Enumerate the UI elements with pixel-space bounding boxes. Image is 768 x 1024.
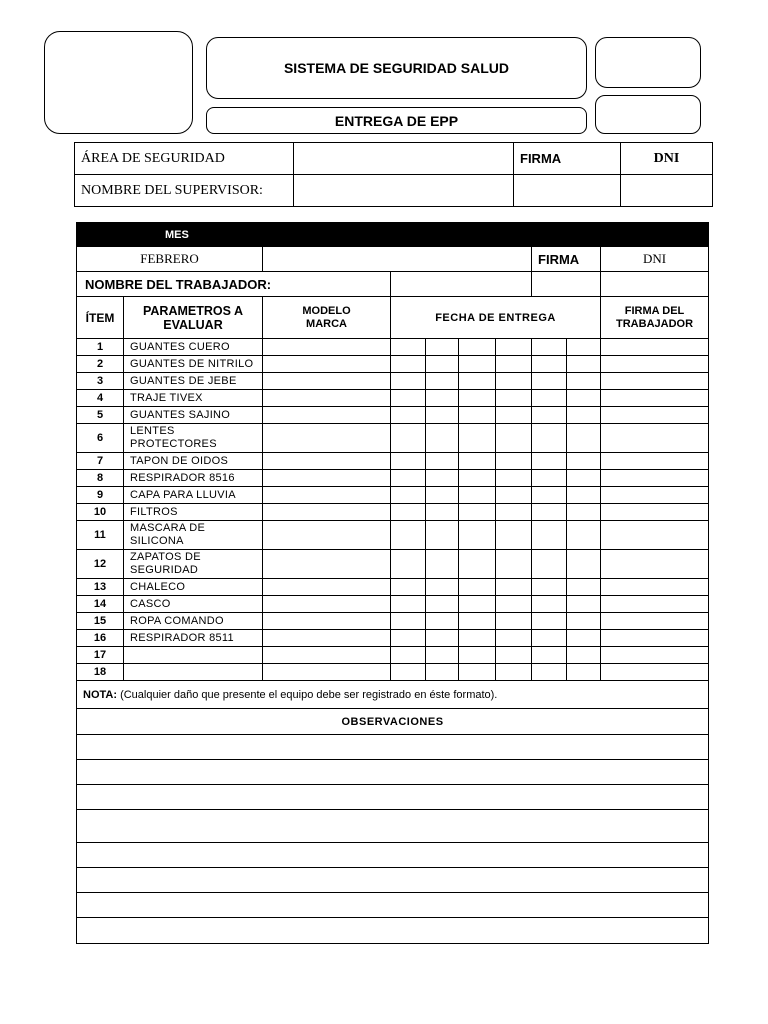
item-fecha-field[interactable] bbox=[391, 487, 426, 504]
item-fecha-field[interactable] bbox=[391, 424, 426, 453]
item-modelo-field[interactable] bbox=[263, 390, 391, 407]
area-label: ÁREA DE SEGURIDAD bbox=[75, 143, 294, 175]
observaciones-line[interactable] bbox=[77, 893, 709, 918]
table-row bbox=[77, 339, 709, 356]
form-title: SISTEMA DE SEGURIDAD SALUD bbox=[206, 37, 587, 99]
item-firma-field[interactable] bbox=[601, 407, 709, 424]
item-param bbox=[124, 647, 263, 664]
item-fecha-field[interactable] bbox=[426, 630, 459, 647]
firma-label: FIRMA bbox=[514, 143, 621, 175]
col-fecha-header: FECHA DE ENTREGA bbox=[391, 297, 601, 339]
item-fecha-field[interactable] bbox=[426, 647, 459, 664]
supervisor-dni-field[interactable] bbox=[621, 175, 713, 207]
item-fecha-field[interactable] bbox=[496, 487, 532, 504]
item-fecha-field[interactable] bbox=[496, 407, 532, 424]
table-row bbox=[77, 453, 709, 470]
item-fecha-field[interactable] bbox=[532, 390, 567, 407]
epp-table bbox=[76, 222, 709, 944]
item-fecha-field[interactable] bbox=[496, 613, 532, 630]
item-fecha-field[interactable] bbox=[459, 613, 496, 630]
item-firma-field[interactable] bbox=[601, 647, 709, 664]
table-row bbox=[77, 630, 709, 647]
item-param: GUANTES DE NITRILO bbox=[124, 356, 263, 373]
item-number: 2 bbox=[77, 356, 124, 373]
item-fecha-field[interactable] bbox=[391, 470, 426, 487]
table-row bbox=[77, 487, 709, 504]
item-fecha-field[interactable] bbox=[567, 630, 601, 647]
month-blank-field[interactable] bbox=[263, 247, 532, 272]
item-modelo-field[interactable] bbox=[263, 339, 391, 356]
item-fecha-field[interactable] bbox=[459, 647, 496, 664]
item-fecha-field[interactable] bbox=[459, 550, 496, 579]
item-fecha-field[interactable] bbox=[426, 550, 459, 579]
item-number: 18 bbox=[77, 664, 124, 681]
item-firma-field[interactable] bbox=[601, 504, 709, 521]
table-row bbox=[77, 390, 709, 407]
item-fecha-field[interactable] bbox=[567, 407, 601, 424]
item-fecha-field[interactable] bbox=[567, 487, 601, 504]
item-fecha-field[interactable] bbox=[496, 339, 532, 356]
item-fecha-field[interactable] bbox=[391, 356, 426, 373]
item-fecha-field[interactable] bbox=[426, 339, 459, 356]
item-param: GUANTES DE JEBE bbox=[124, 373, 263, 390]
item-param: RESPIRADOR 8511 bbox=[124, 630, 263, 647]
item-fecha-field[interactable] bbox=[496, 373, 532, 390]
observaciones-line[interactable] bbox=[77, 843, 709, 868]
month-value: FEBRERO bbox=[77, 247, 263, 272]
item-fecha-field[interactable] bbox=[459, 356, 496, 373]
item-number: 7 bbox=[77, 453, 124, 470]
item-number: 8 bbox=[77, 470, 124, 487]
item-number: 5 bbox=[77, 407, 124, 424]
item-fecha-field[interactable] bbox=[426, 596, 459, 613]
supervisor-firma-field[interactable] bbox=[514, 175, 621, 207]
item-fecha-field[interactable] bbox=[459, 339, 496, 356]
observaciones-title: OBSERVACIONES bbox=[77, 709, 709, 735]
item-param: FILTROS bbox=[124, 504, 263, 521]
item-param: TRAJE TIVEX bbox=[124, 390, 263, 407]
item-modelo-field[interactable] bbox=[263, 424, 391, 453]
supervisor-field[interactable] bbox=[294, 175, 514, 207]
item-param: RESPIRADOR 8516 bbox=[124, 470, 263, 487]
item-fecha-field[interactable] bbox=[426, 356, 459, 373]
dni-label: DNI bbox=[621, 143, 713, 175]
item-fecha-field[interactable] bbox=[391, 550, 426, 579]
item-param: ZAPATOS DE SEGURIDAD bbox=[124, 550, 263, 579]
item-fecha-field[interactable] bbox=[532, 470, 567, 487]
table-row bbox=[77, 373, 709, 390]
item-fecha-field[interactable] bbox=[391, 407, 426, 424]
worker-name-field[interactable] bbox=[391, 272, 532, 297]
item-firma-field[interactable] bbox=[601, 613, 709, 630]
item-fecha-field[interactable] bbox=[567, 339, 601, 356]
item-fecha-field[interactable] bbox=[532, 596, 567, 613]
item-fecha-field[interactable] bbox=[496, 596, 532, 613]
item-number: 9 bbox=[77, 487, 124, 504]
item-number: 4 bbox=[77, 390, 124, 407]
item-number: 12 bbox=[77, 550, 124, 579]
col-firma-header: FIRMA DEL TRABAJADOR bbox=[601, 297, 709, 339]
item-fecha-field[interactable] bbox=[459, 453, 496, 470]
observaciones-line[interactable] bbox=[77, 918, 709, 944]
item-number: 14 bbox=[77, 596, 124, 613]
item-number: 10 bbox=[77, 504, 124, 521]
item-fecha-field[interactable] bbox=[496, 579, 532, 596]
item-fecha-field[interactable] bbox=[532, 453, 567, 470]
table-row bbox=[77, 470, 709, 487]
item-firma-field[interactable] bbox=[601, 630, 709, 647]
item-modelo-field[interactable] bbox=[263, 407, 391, 424]
item-fecha-field[interactable] bbox=[459, 596, 496, 613]
item-firma-field[interactable] bbox=[601, 356, 709, 373]
item-fecha-field[interactable] bbox=[532, 550, 567, 579]
item-firma-field[interactable] bbox=[601, 453, 709, 470]
item-fecha-field[interactable] bbox=[532, 424, 567, 453]
item-firma-field[interactable] bbox=[601, 664, 709, 681]
item-fecha-field[interactable] bbox=[567, 521, 601, 550]
item-number: 13 bbox=[77, 579, 124, 596]
item-fecha-field[interactable] bbox=[496, 550, 532, 579]
item-fecha-field[interactable] bbox=[532, 630, 567, 647]
table-row bbox=[77, 596, 709, 613]
item-fecha-field[interactable] bbox=[391, 579, 426, 596]
item-firma-field[interactable] bbox=[601, 390, 709, 407]
item-fecha-field[interactable] bbox=[567, 664, 601, 681]
item-modelo-field[interactable] bbox=[263, 521, 391, 550]
item-fecha-field[interactable] bbox=[426, 453, 459, 470]
item-number: 1 bbox=[77, 339, 124, 356]
table-row bbox=[77, 613, 709, 630]
item-fecha-field[interactable] bbox=[496, 424, 532, 453]
item-firma-field[interactable] bbox=[601, 487, 709, 504]
item-firma-field[interactable] bbox=[601, 596, 709, 613]
col-item-header: ÍTEM bbox=[77, 297, 124, 339]
table-row bbox=[77, 647, 709, 664]
item-fecha-field[interactable] bbox=[496, 647, 532, 664]
item-fecha-field[interactable] bbox=[426, 579, 459, 596]
table-row bbox=[77, 504, 709, 521]
item-fecha-field[interactable] bbox=[426, 504, 459, 521]
item-fecha-field[interactable] bbox=[426, 424, 459, 453]
item-modelo-field[interactable] bbox=[263, 579, 391, 596]
item-fecha-field[interactable] bbox=[459, 407, 496, 424]
item-fecha-field[interactable] bbox=[459, 521, 496, 550]
worker-name-label: NOMBRE DEL TRABAJADOR: bbox=[77, 272, 391, 297]
item-number: 15 bbox=[77, 613, 124, 630]
item-modelo-field[interactable] bbox=[263, 550, 391, 579]
item-firma-field[interactable] bbox=[601, 470, 709, 487]
item-fecha-field[interactable] bbox=[567, 647, 601, 664]
col-param-header: PARAMETROS A EVALUAR bbox=[124, 297, 263, 339]
code-box bbox=[595, 37, 701, 88]
item-fecha-field[interactable] bbox=[567, 390, 601, 407]
item-fecha-field[interactable] bbox=[391, 339, 426, 356]
item-modelo-field[interactable] bbox=[263, 613, 391, 630]
item-modelo-field[interactable] bbox=[263, 647, 391, 664]
logo-box bbox=[44, 31, 193, 134]
item-fecha-field[interactable] bbox=[426, 664, 459, 681]
item-fecha-field[interactable] bbox=[459, 630, 496, 647]
item-fecha-field[interactable] bbox=[567, 424, 601, 453]
item-fecha-field[interactable] bbox=[567, 596, 601, 613]
mes-bar bbox=[391, 223, 709, 247]
table-row bbox=[77, 550, 709, 579]
table-row bbox=[77, 424, 709, 453]
item-fecha-field[interactable] bbox=[391, 664, 426, 681]
item-number: 16 bbox=[77, 630, 124, 647]
item-fecha-field[interactable] bbox=[532, 579, 567, 596]
item-modelo-field[interactable] bbox=[263, 470, 391, 487]
item-fecha-field[interactable] bbox=[532, 504, 567, 521]
item-fecha-field[interactable] bbox=[532, 407, 567, 424]
item-number: 11 bbox=[77, 521, 124, 550]
item-param: CAPA PARA LLUVIA bbox=[124, 487, 263, 504]
item-modelo-field[interactable] bbox=[263, 596, 391, 613]
item-fecha-field[interactable] bbox=[426, 487, 459, 504]
item-firma-field[interactable] bbox=[601, 521, 709, 550]
table-row bbox=[77, 407, 709, 424]
item-fecha-field[interactable] bbox=[567, 504, 601, 521]
observaciones-line[interactable] bbox=[77, 868, 709, 893]
item-fecha-field[interactable] bbox=[567, 373, 601, 390]
table-row bbox=[77, 579, 709, 596]
item-fecha-field[interactable] bbox=[567, 613, 601, 630]
item-fecha-field[interactable] bbox=[459, 390, 496, 407]
nota-text: (Cualquier daño que presente el equipo debe ser registrado en éste formato). bbox=[117, 688, 498, 701]
mes-label: MES bbox=[77, 223, 391, 247]
item-modelo-field[interactable] bbox=[263, 356, 391, 373]
item-fecha-field[interactable] bbox=[532, 487, 567, 504]
item-fecha-field[interactable] bbox=[459, 487, 496, 504]
item-fecha-field[interactable] bbox=[496, 630, 532, 647]
item-fecha-field[interactable] bbox=[391, 596, 426, 613]
item-firma-field[interactable] bbox=[601, 339, 709, 356]
item-fecha-field[interactable] bbox=[426, 521, 459, 550]
item-fecha-field[interactable] bbox=[391, 504, 426, 521]
item-fecha-field[interactable] bbox=[426, 613, 459, 630]
item-fecha-field[interactable] bbox=[532, 647, 567, 664]
item-param: GUANTES CUERO bbox=[124, 339, 263, 356]
worker-dni-field[interactable] bbox=[601, 272, 709, 297]
item-fecha-field[interactable] bbox=[496, 453, 532, 470]
item-fecha-field[interactable] bbox=[496, 504, 532, 521]
version-box bbox=[595, 95, 701, 134]
item-firma-field[interactable] bbox=[601, 550, 709, 579]
item-fecha-field[interactable] bbox=[459, 504, 496, 521]
item-param: MASCARA DE SILICONA bbox=[124, 521, 263, 550]
item-fecha-field[interactable] bbox=[391, 630, 426, 647]
item-fecha-field[interactable] bbox=[532, 339, 567, 356]
item-fecha-field[interactable] bbox=[426, 373, 459, 390]
item-fecha-field[interactable] bbox=[567, 550, 601, 579]
nota-row bbox=[77, 681, 709, 709]
supervisor-label: NOMBRE DEL SUPERVISOR: bbox=[75, 175, 294, 207]
worker-dni-label: DNI bbox=[601, 247, 709, 272]
item-fecha-field[interactable] bbox=[496, 356, 532, 373]
form-subtitle: ENTREGA DE EPP bbox=[206, 107, 587, 134]
item-number: 17 bbox=[77, 647, 124, 664]
item-fecha-field[interactable] bbox=[426, 407, 459, 424]
table-row bbox=[77, 521, 709, 550]
item-fecha-field[interactable] bbox=[532, 521, 567, 550]
item-firma-field[interactable] bbox=[601, 424, 709, 453]
item-fecha-field[interactable] bbox=[496, 390, 532, 407]
item-modelo-field[interactable] bbox=[263, 453, 391, 470]
item-fecha-field[interactable] bbox=[459, 470, 496, 487]
observaciones-line[interactable] bbox=[77, 760, 709, 785]
item-fecha-field[interactable] bbox=[532, 373, 567, 390]
col-modelo-header: MODELO MARCA bbox=[263, 297, 391, 339]
item-fecha-field[interactable] bbox=[532, 613, 567, 630]
item-fecha-field[interactable] bbox=[426, 390, 459, 407]
item-number: 3 bbox=[77, 373, 124, 390]
item-modelo-field[interactable] bbox=[263, 487, 391, 504]
item-modelo-field[interactable] bbox=[263, 504, 391, 521]
item-fecha-field[interactable] bbox=[459, 579, 496, 596]
item-firma-field[interactable] bbox=[601, 579, 709, 596]
item-fecha-field[interactable] bbox=[567, 453, 601, 470]
worker-firma-field[interactable] bbox=[532, 272, 601, 297]
nota-label: NOTA: bbox=[83, 688, 118, 701]
item-param: GUANTES SAJINO bbox=[124, 407, 263, 424]
item-fecha-field[interactable] bbox=[391, 613, 426, 630]
item-fecha-field[interactable] bbox=[391, 647, 426, 664]
item-fecha-field[interactable] bbox=[496, 470, 532, 487]
area-field[interactable] bbox=[294, 143, 514, 175]
item-fecha-field[interactable] bbox=[532, 664, 567, 681]
observaciones-line[interactable] bbox=[77, 810, 709, 843]
observaciones-line[interactable] bbox=[77, 735, 709, 760]
observaciones-line[interactable] bbox=[77, 785, 709, 810]
item-modelo-field[interactable] bbox=[263, 630, 391, 647]
worker-firma-label: FIRMA bbox=[532, 247, 601, 272]
item-modelo-field[interactable] bbox=[263, 664, 391, 681]
item-fecha-field[interactable] bbox=[459, 664, 496, 681]
item-fecha-field[interactable] bbox=[567, 356, 601, 373]
item-fecha-field[interactable] bbox=[391, 373, 426, 390]
item-fecha-field[interactable] bbox=[532, 356, 567, 373]
item-fecha-field[interactable] bbox=[567, 470, 601, 487]
item-fecha-field[interactable] bbox=[391, 521, 426, 550]
item-fecha-field[interactable] bbox=[567, 579, 601, 596]
item-fecha-field[interactable] bbox=[459, 373, 496, 390]
item-modelo-field[interactable] bbox=[263, 373, 391, 390]
item-param bbox=[124, 664, 263, 681]
item-fecha-field[interactable] bbox=[496, 521, 532, 550]
item-fecha-field[interactable] bbox=[391, 453, 426, 470]
item-fecha-field[interactable] bbox=[496, 664, 532, 681]
item-fecha-field[interactable] bbox=[459, 424, 496, 453]
item-fecha-field[interactable] bbox=[426, 470, 459, 487]
supervisor-table bbox=[74, 142, 713, 207]
item-param: LENTES PROTECTORES bbox=[124, 424, 263, 453]
item-firma-field[interactable] bbox=[601, 373, 709, 390]
item-param: TAPON DE OIDOS bbox=[124, 453, 263, 470]
item-fecha-field[interactable] bbox=[391, 390, 426, 407]
item-param: CASCO bbox=[124, 596, 263, 613]
item-number: 6 bbox=[77, 424, 124, 453]
item-param: CHALECO bbox=[124, 579, 263, 596]
table-row bbox=[77, 356, 709, 373]
item-param: ROPA COMANDO bbox=[124, 613, 263, 630]
table-row bbox=[77, 664, 709, 681]
